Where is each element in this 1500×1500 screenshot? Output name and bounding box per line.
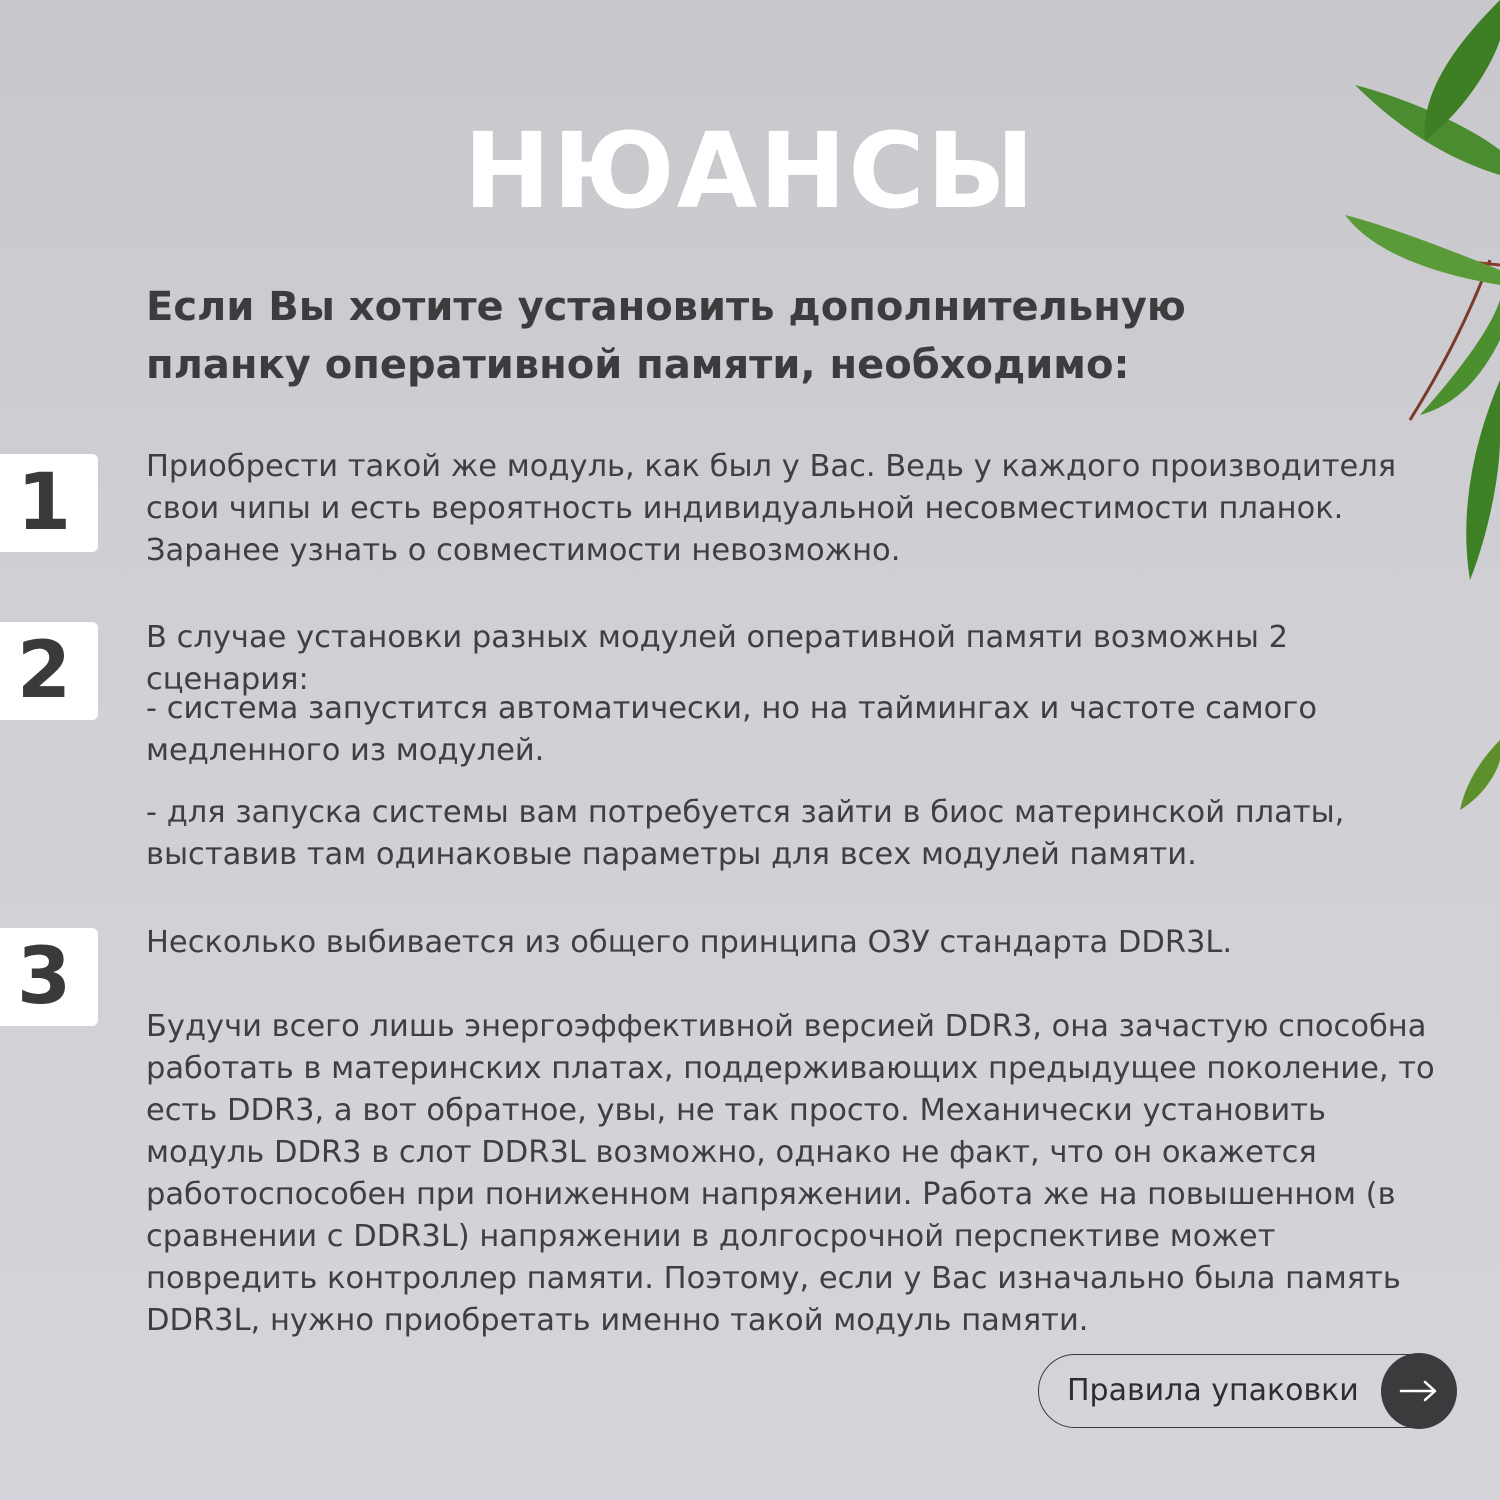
step-3-details: Будучи всего лишь энергоэффективной версией DDR3, она зачастую способна работать в материнских платах, поддерживающих предыдущее поколение, то есть DDR3, а вот обратное, увы, не так просто. Механически установить модуль DDR3 в слот DDR3L возможно, однако не факт, что он окажется работоспособен при пониженном напряжении. Работа же на повышенном (в сравнении с DDR3L) напряжении в долгосрочной перспективе может повредить контроллер памяти. Поэтому, если у Вас изначально была память DDR3L, нужно приобретать именно такой модуль памяти. — [146, 1009, 1435, 1338]
step-badge-3: 3 — [0, 928, 98, 1026]
packing-rules-button[interactable] — [1038, 1354, 1456, 1428]
step-2-scenario-2: - для запуска системы вам потребуется зайти в биос материнской платы, выставив там одинаковые параметры для всех модулей памяти. — [146, 795, 1345, 872]
leaf-mid — [1420, 300, 1500, 415]
arrow-right-icon — [1381, 1353, 1457, 1429]
page-title: НЮАНСЫ — [463, 110, 1037, 232]
step-2-scenario-1: - система запустится автоматически, но на таймингах и частоте самого медленного из модулей. — [146, 691, 1317, 768]
packing-rules-label: Правила упаковки — [1067, 1373, 1359, 1408]
step-badge-1: 1 — [0, 454, 98, 552]
leaf-right-mid — [1466, 380, 1500, 580]
step-1-text: Приобрести такой же модуль, как был у Вас. Ведь у каждого производителя свои чипы и есть вероятность индивидуальной несовместимости планок. Заранее узнать о совместимости невозможно. — [146, 449, 1397, 568]
step-badge-2: 2 — [0, 622, 98, 720]
subtitle: Если Вы хотите установить дополнительную планку оперативной памяти, необходимо: — [146, 284, 1186, 388]
step-2-intro: В случае установки разных модулей оперативной памяти возможны 2 сценария: — [146, 620, 1289, 697]
step-3-intro: Несколько выбивается из общего принципа ОЗУ стандарта DDR3L. — [146, 925, 1233, 960]
leaf-bottom — [1460, 740, 1500, 810]
